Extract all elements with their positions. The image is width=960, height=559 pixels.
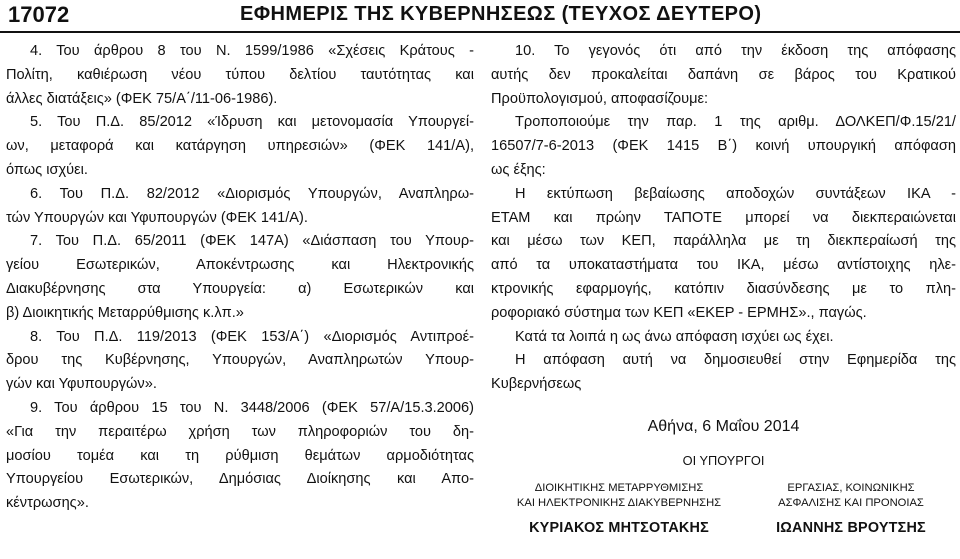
text-line: γείου Εσωτερικών, Αποκέντρωσης και Ηλεκτρονικής bbox=[6, 257, 474, 274]
text-line: Υπουργείου Εσωτερικών, Δημόσιας Διοίκησης και Απο- bbox=[6, 471, 474, 488]
text-line: μοσίου τομέα και τη ρύθμιση θεμάτων αρμοδιότητας bbox=[6, 447, 474, 464]
text-line: 4. Του άρθρου 8 του Ν. 1599/1986 «Σχέσεις Κράτους - bbox=[30, 43, 474, 59]
text-line: Τροποποιούμε την παρ. 1 της αριθμ. ΔΟΛΚΕΠ/Φ.15/21/ bbox=[515, 114, 956, 131]
text-line: Πολίτη, καθιέρωση νέου τύπου δελτίου ταυτότητας και bbox=[6, 66, 474, 83]
text-line: ως έξης: bbox=[491, 161, 546, 178]
signature-block bbox=[739, 481, 960, 536]
text-line: Κυβερνήσεως bbox=[491, 376, 582, 393]
text-line: αυτής δεν προκαλείται δαπάνη σε βάρος του Κρατικού bbox=[491, 66, 956, 83]
text-line: ροφοριακό σύστημα των ΚΕΠ «ΕΚΕΡ - ΕΡΜΗΣ»., παγώς. bbox=[491, 304, 867, 321]
signature-block bbox=[507, 481, 731, 536]
text-line: Προϋπολογισμού, αποφασίζουμε: bbox=[491, 90, 709, 107]
text-line: ΕΤΑΜ και πρώην ΤΑΠΟΤΕ μπορεί να διεκπεραιώνεται bbox=[491, 209, 956, 226]
text-line: 8. Του Π.Δ. 119/2013 (ΦΕΚ 153/Α΄) «Διορισμός Αντιπροέ- bbox=[30, 328, 474, 345]
text-line: από τα υποκαταστήματα του ΙΚΑ, μέσω αντίστοιχης ηλε- bbox=[491, 257, 956, 274]
text-line: κτρονικής εφαρμογής, κατόπιν διασύνδεσης με το πλη- bbox=[491, 280, 956, 297]
text-line: β) Διοικητικής Μεταρρύθμισης κ.λπ.» bbox=[6, 304, 244, 321]
signature-office-line: ΚΑΙ ΗΛΕΚΤΡΟΝΙΚΗΣ ΔΙΑΚΥΒΕΡΝΗΣΗΣ bbox=[516, 496, 722, 509]
text-line: 6. Του Π.Δ. 82/2012 «Διορισμός Υπουργών, Αναπληρω- bbox=[30, 185, 474, 202]
text-line: ων, μεταφορά και κατάργηση υπηρεσιών» (ΦΕΚ 141/Α), bbox=[6, 138, 474, 155]
text-line: Η εκτύπωση βεβαίωσης αποδοχών συντάξεων ΙΚΑ - bbox=[515, 185, 956, 202]
text-line: και μέσω των ΚΕΠ, παράλληλα με τη διεκπεραίωσή της bbox=[491, 233, 956, 250]
signature-office-line: ΑΣΦΑΛΙΣΗΣ ΚΑΙ ΠΡΟΝΟΙΑΣ bbox=[778, 496, 924, 509]
ministers-label: ΟΙ ΥΠΟΥΡΓΟΙ bbox=[682, 452, 765, 468]
text-line: 16507/7-6-2013 (ΦΕΚ 1415 Β΄) κοινή υπουργική απόφαση bbox=[491, 138, 956, 155]
text-line: γών και Υφυπουργών». bbox=[6, 376, 157, 393]
signature-office-line: ΕΡΓΑΣΙΑΣ, ΚΟΙΝΩΝΙΚΗΣ bbox=[787, 481, 915, 494]
text-line: κέντρωσης». bbox=[6, 495, 89, 512]
text-line: Κατά τα λοιπά η ως άνω απόφαση ισχύει ως έχει. bbox=[515, 328, 834, 345]
right-column bbox=[491, 40, 956, 559]
signature-office-line: ΔΙΟΙΚΗΤΙΚΗΣ ΜΕΤΑΡΡΥΘΜΙΣΗΣ bbox=[534, 481, 704, 494]
text-line: 10. Το γεγονός ότι από την έκδοση της απόφασης bbox=[515, 43, 956, 59]
text-line: «Για την περαιτέρω χρήση των πληροφοριών του δη- bbox=[6, 423, 474, 440]
text-line: όπως ισχύει. bbox=[6, 161, 88, 178]
text-line: άλλες διατάξεις» (ΦΕΚ 75/Α΄/11-06-1986). bbox=[6, 90, 278, 107]
text-line: Η απόφαση αυτή να δημοσιευθεί στην Εφημερίδα της bbox=[515, 352, 956, 369]
left-column bbox=[6, 40, 474, 516]
text-line: 7. Του Π.Δ. 65/2011 (ΦΕΚ 147Α) «Διάσπαση του Υπουρ- bbox=[30, 233, 474, 250]
signature-name: ΚΥΡΙΑΚΟΣ ΜΗΤΣΟΤΑΚΗΣ bbox=[529, 519, 709, 536]
text-line: τών Υπουργών και Υφυπουργών (ΦΕΚ 141/Α). bbox=[6, 209, 308, 226]
signatures bbox=[491, 481, 956, 559]
text-line: 5. Του Π.Δ. 85/2012 «Ίδρυση και μετονομασία Υπουργεί- bbox=[30, 114, 474, 131]
text-line: 9. Του άρθρου 15 του Ν. 3448/2006 (ΦΕΚ 57/Α/15.3.2006) bbox=[30, 399, 474, 416]
text-line: Διακυβέρνησης στα Υπουργεία: α) Εσωτερικών και bbox=[6, 280, 474, 297]
right-column-text bbox=[491, 40, 956, 397]
signature-name: ΙΩΑΝΝΗΣ ΒΡΟΥΤΣΗΣ bbox=[776, 519, 926, 536]
text-line: δρου της Κυβέρνησης, Υπουργών, Αναπληρωτών Υπουρ- bbox=[6, 352, 474, 369]
header-rule bbox=[0, 31, 960, 33]
page-number: 17072 bbox=[8, 2, 70, 27]
gazette-title: ΕΦΗΜΕΡΙΣ ΤΗΣ ΚΥΒΕΡΝΗΣΕΩΣ (ΤΕΥΧΟΣ ΔΕΥΤΕΡΟ) bbox=[240, 3, 762, 25]
place-date: Αθήνα, 6 Μαΐου 2014 bbox=[647, 417, 800, 435]
gazette-header bbox=[0, 0, 960, 30]
